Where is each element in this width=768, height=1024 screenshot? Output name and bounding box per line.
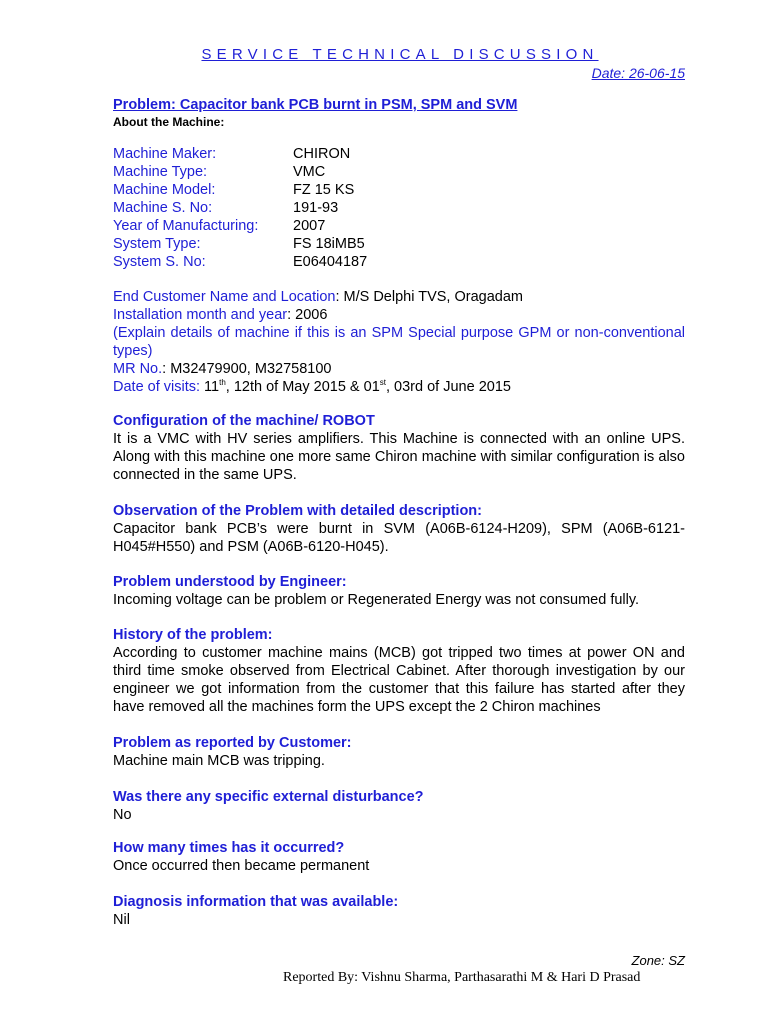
section-body: Machine main MCB was tripping. bbox=[113, 753, 325, 769]
section-body: No bbox=[113, 807, 132, 823]
document-date: Date: 26-06-15 bbox=[591, 65, 685, 81]
section-reported bbox=[113, 734, 685, 770]
spec-value: 2007 bbox=[293, 218, 326, 234]
visits-date-1: 11 bbox=[200, 379, 220, 395]
customer-value: : M/S Delphi TVS, Oragadam bbox=[335, 289, 523, 305]
section-understood bbox=[113, 573, 685, 609]
mr-line bbox=[113, 360, 685, 378]
spec-value: FZ 15 KS bbox=[293, 182, 355, 198]
section-heading: Observation of the Problem with detailed description: bbox=[113, 503, 482, 519]
mr-label: MR No. bbox=[113, 361, 163, 377]
section-heading: History of the problem: bbox=[113, 627, 273, 643]
explain-note: (Explain details of machine if this is an SPM Special purpose GPM or non-conventional types) bbox=[113, 325, 685, 359]
spec-label: Machine S. No: bbox=[113, 200, 213, 216]
spec-label: System Type: bbox=[113, 236, 201, 252]
section-body: Nil bbox=[113, 912, 130, 928]
mr-value: : M32479900, M32758100 bbox=[162, 361, 332, 377]
reported-by: Reported By: Vishnu Sharma, Parthasarathi M & Hari D Prasad bbox=[283, 970, 641, 985]
section-body: Incoming voltage can be problem or Regenerated Energy was not consumed fully. bbox=[113, 592, 640, 608]
spec-label: System S. No: bbox=[113, 254, 206, 270]
spec-label: Machine Model: bbox=[113, 182, 216, 198]
zone-label: Zone: SZ bbox=[631, 953, 685, 968]
customer-line bbox=[113, 288, 685, 306]
section-body: It is a VMC with HV series amplifiers. This Machine is connected with an online UPS. Along with this machine one more same Chiron machine with similar configuration is also connected in the same UPS. bbox=[113, 431, 685, 483]
spec-value: E06404187 bbox=[293, 254, 368, 270]
spec-row bbox=[113, 181, 367, 199]
visits-label: Date of visits: bbox=[113, 379, 201, 395]
spec-value: CHIRON bbox=[293, 146, 351, 162]
installation-value: : 2006 bbox=[287, 307, 328, 323]
installation-line bbox=[113, 306, 685, 324]
section-body: Once occurred then became permanent bbox=[113, 858, 370, 874]
spec-row bbox=[113, 217, 367, 235]
spec-row bbox=[113, 199, 367, 217]
visits-line bbox=[113, 378, 685, 396]
customer-details bbox=[113, 288, 685, 396]
section-heading: How many times has it occurred? bbox=[113, 840, 345, 856]
spec-value: 191-93 bbox=[293, 200, 339, 216]
visits-sup-1: th bbox=[219, 378, 226, 388]
spec-row bbox=[113, 163, 367, 181]
installation-label: Installation month and year bbox=[113, 307, 288, 323]
machine-spec-table bbox=[113, 145, 367, 271]
section-disturbance bbox=[113, 788, 685, 824]
section-heading: Problem understood by Engineer: bbox=[113, 574, 347, 590]
spec-row bbox=[113, 145, 367, 163]
visits-sup-2: st bbox=[379, 378, 386, 388]
spec-label: Machine Type: bbox=[113, 164, 208, 180]
section-body: According to customer machine mains (MCB) got tripped two times at power ON and third time smoke observed from Electrical Cabinet. After thorough investigation by our engineer we got information from the customer that this failure has started after they have removed all the machines form the UPS except the 2 Chiron machines bbox=[113, 645, 685, 715]
section-configuration bbox=[113, 412, 685, 484]
section-occurrence bbox=[113, 839, 685, 875]
spec-label: Machine Maker: bbox=[113, 146, 217, 162]
spec-row bbox=[113, 253, 367, 271]
spec-row bbox=[113, 235, 367, 253]
visits-date-2: , 12th of May 2015 & 01 bbox=[225, 379, 380, 395]
customer-label: End Customer Name and Location bbox=[113, 289, 336, 305]
section-diagnosis bbox=[113, 893, 685, 929]
section-heading: Diagnosis information that was available: bbox=[113, 894, 399, 910]
visits-date-3: , 03rd of June 2015 bbox=[386, 379, 511, 395]
document-title: SERVICE TECHNICAL DISCUSSION bbox=[201, 46, 599, 63]
problem-statement: Problem: Capacitor bank PCB burnt in PSM, SPM and SVM bbox=[113, 97, 518, 113]
about-machine-heading: About the Machine: bbox=[113, 115, 225, 129]
section-body: Capacitor bank PCB’s were burnt in SVM (A06B-6124-H209), SPM (A06B-6121-H045#H550) and PSM (A06B-6120-H045). bbox=[113, 521, 685, 555]
section-observation bbox=[113, 502, 685, 556]
section-heading: Configuration of the machine/ ROBOT bbox=[113, 413, 375, 429]
spec-value: FS 18iMB5 bbox=[293, 236, 365, 252]
section-heading: Was there any specific external disturbance? bbox=[113, 789, 424, 805]
section-history bbox=[113, 626, 685, 716]
spec-label: Year of Manufacturing: bbox=[113, 218, 259, 234]
spec-value: VMC bbox=[293, 164, 326, 180]
section-heading: Problem as reported by Customer: bbox=[113, 735, 352, 751]
